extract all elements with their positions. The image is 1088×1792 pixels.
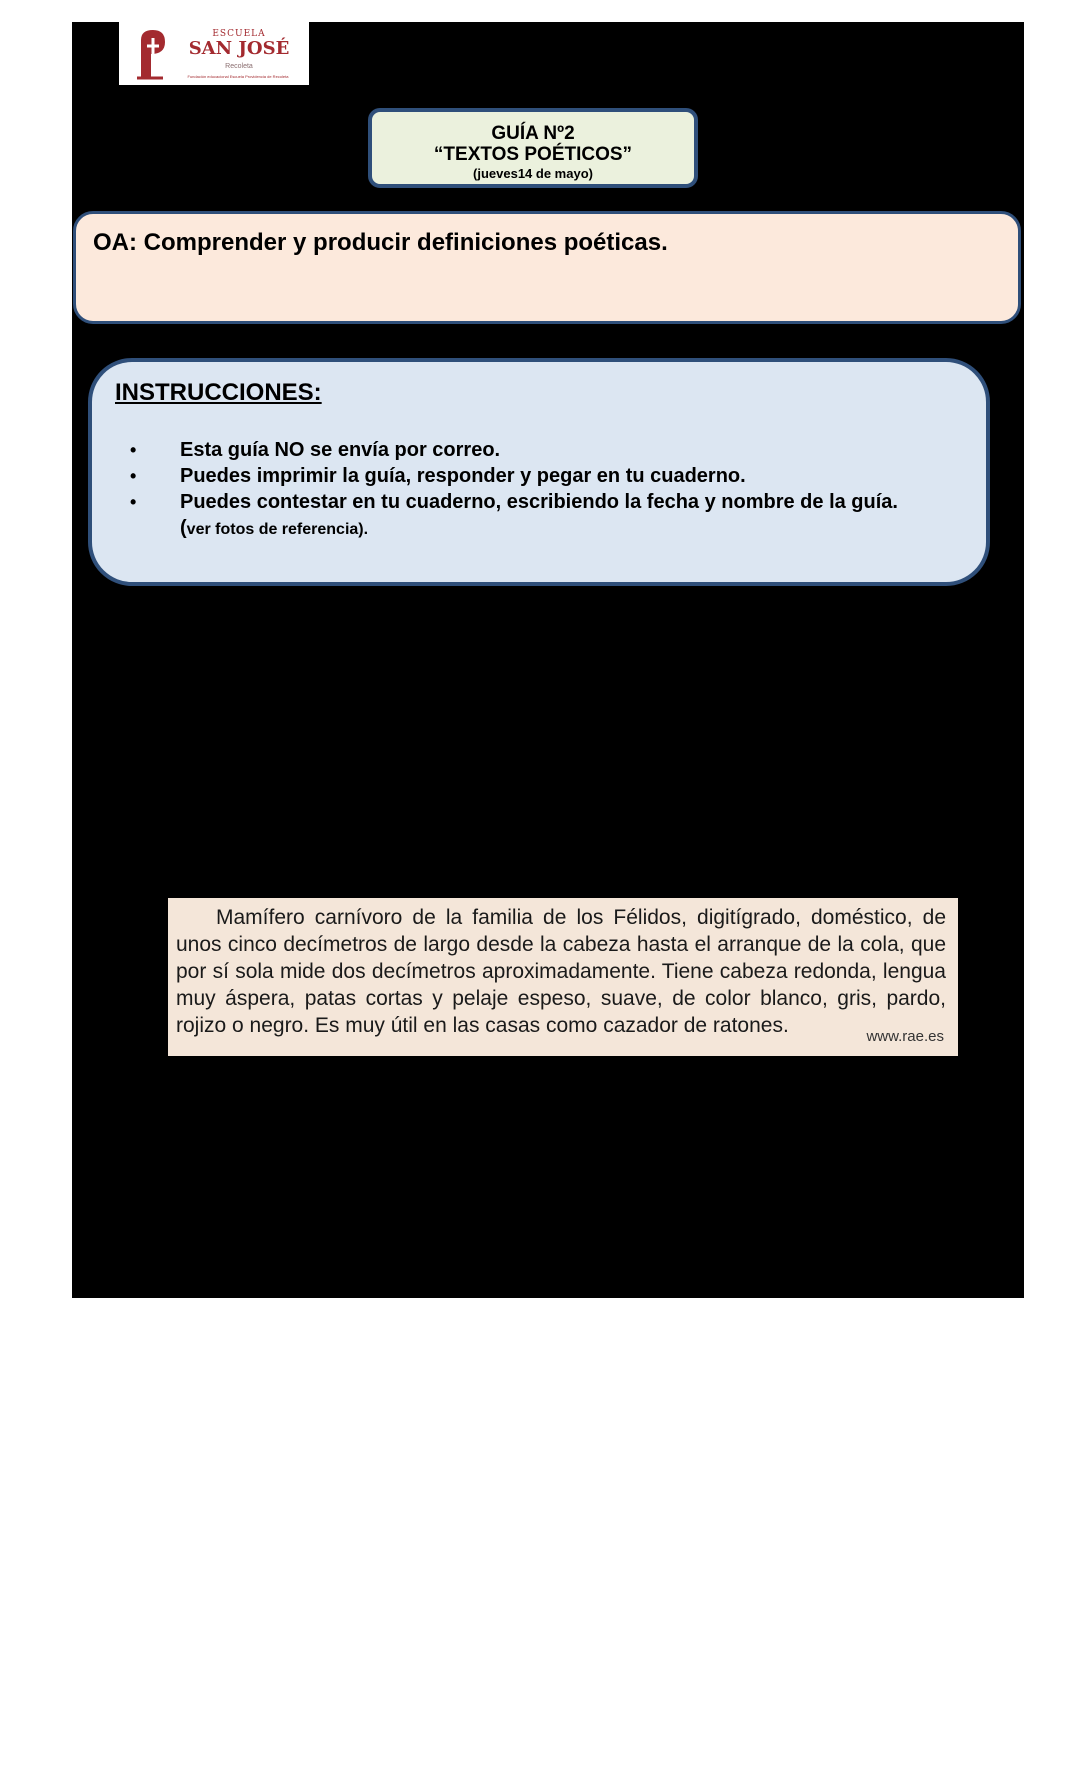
logo-foundation: Fundación educacional Escuela Providencia de Recoleta <box>187 74 289 79</box>
bullet-icon: • <box>130 440 137 460</box>
list-item <box>122 463 970 489</box>
guide-date: (jueves14 de mayo) <box>473 166 593 181</box>
list-item <box>122 489 970 543</box>
instruction-text: Esta guía NO se envía por correo. <box>180 439 501 461</box>
school-logo <box>119 22 309 85</box>
definition-source: www.rae.es <box>866 1028 944 1045</box>
logo-school-name: SAN JOSÉ <box>188 38 290 59</box>
definition-text: Mamífero carnívoro de la familia de los Félidos, digitígrado, doméstico, de unos cinco decímetros de largo desde la cabeza hasta el arranque de la cola, que por sí sola mide dos decímetros aproximadamente. Tiene cabeza redonda, lengua muy áspera, patas cortas y pelaje espeso, suave, de color blanco, gris, pardo, rojizo o negro. Es muy útil en las casas como cazador de ratones. <box>176 906 946 1037</box>
guide-number: GUÍA Nº2 <box>491 123 575 144</box>
objective-box <box>73 211 1021 324</box>
guide-title-box <box>368 108 698 188</box>
instructions-heading: INSTRUCCIONES: <box>115 379 322 406</box>
bullet-icon: • <box>130 466 137 486</box>
definition-box <box>168 898 958 1056</box>
instruction-text: Puedes imprimir la guía, responder y pegar en tu cuaderno. <box>180 465 746 487</box>
objective-text: OA: Comprender y producir definiciones poéticas. <box>93 229 668 256</box>
instructions-box <box>88 358 990 586</box>
instruction-text: Puedes contestar en tu cuaderno, escribiendo la fecha y nombre de la guía. <box>180 491 898 513</box>
logo-location: Recoleta <box>225 63 253 70</box>
bullet-icon: • <box>130 492 137 512</box>
logo-school-label: ESCUELA <box>212 29 266 39</box>
instructions-list <box>122 437 970 543</box>
instruction-note: ver fotos de referencia). <box>186 521 369 538</box>
guide-title: “TEXTOS POÉTICOS” <box>433 144 633 165</box>
instruction-note-paren: ( <box>180 517 187 539</box>
list-item <box>122 437 970 463</box>
